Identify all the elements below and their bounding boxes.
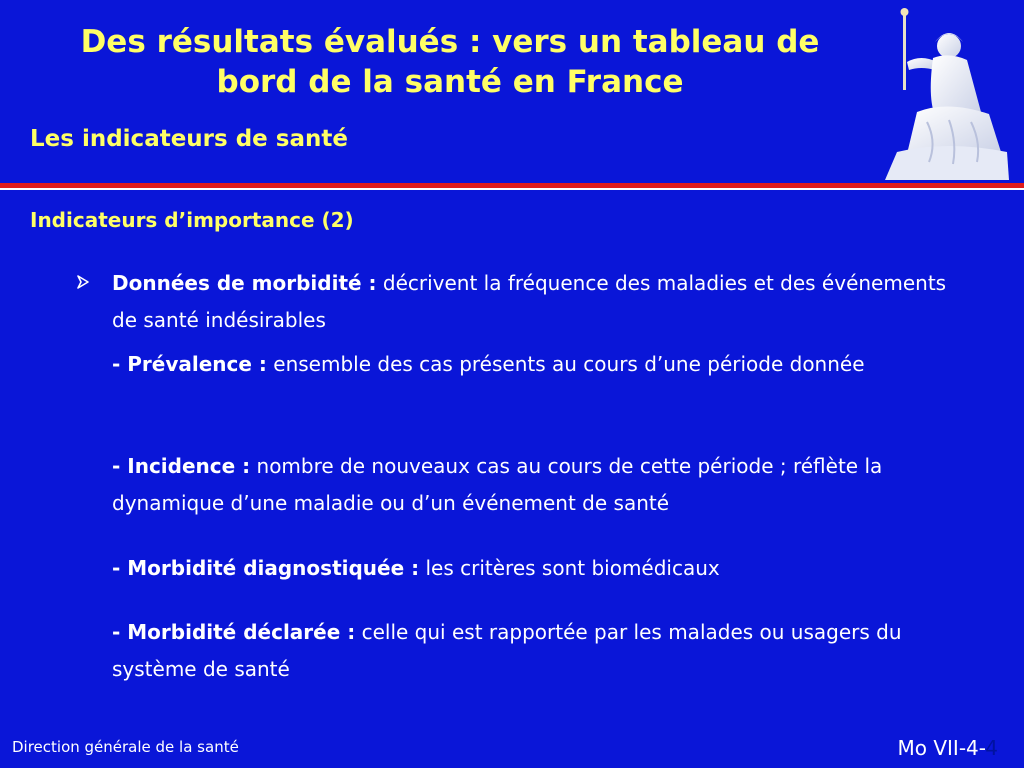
- statue-illustration: [877, 2, 1012, 180]
- item-prevalence-label: - Prévalence :: [112, 352, 267, 376]
- arrow-bullet-icon: [76, 274, 90, 290]
- item-diagnosed-morbidity: [112, 550, 972, 587]
- footer-slide-code: Mo VII-4-: [897, 736, 986, 760]
- footer-organization: Direction générale de la santé: [12, 738, 239, 756]
- section-heading: Indicateurs d’importance (2): [30, 208, 354, 232]
- item-prevalence-text: ensemble des cas présents au cours d’une période donnée: [266, 352, 865, 376]
- slide-title-line2: bord de la santé en France: [216, 64, 684, 100]
- slide-title-line1: Des résultats évalués : vers un tableau de: [80, 24, 820, 60]
- bullet-morbidity: [112, 265, 972, 339]
- item-declared-morbidity: [112, 614, 972, 688]
- bullet-morbidity-label: Données de morbidité :: [112, 271, 377, 295]
- item-declared-morbidity-text: celle qui est rapportée par les malades ou usagers du système de santé: [112, 620, 902, 681]
- item-diagnosed-morbidity-text: les critères sont biomédicaux: [419, 556, 720, 580]
- bullet-morbidity-text: décrivent la fréquence des maladies et des événements de santé indésirables: [112, 271, 947, 332]
- item-diagnosed-morbidity-label: - Morbidité diagnostiquée :: [112, 556, 420, 580]
- item-incidence-label: - Incidence :: [112, 454, 251, 478]
- slide-title: [20, 22, 880, 102]
- item-declared-morbidity-label: - Morbidité déclarée :: [112, 620, 356, 644]
- slide-subtitle: Les indicateurs de santé: [30, 126, 348, 152]
- item-prevalence: [112, 346, 972, 383]
- footer-slide-number: 4: [985, 736, 998, 760]
- header-divider-white: [0, 188, 1024, 190]
- item-incidence-text: nombre de nouveaux cas au cours de cette période ; réflète la dynamique d’une maladie ou d’un événement de santé: [112, 454, 883, 515]
- item-incidence: [112, 448, 972, 522]
